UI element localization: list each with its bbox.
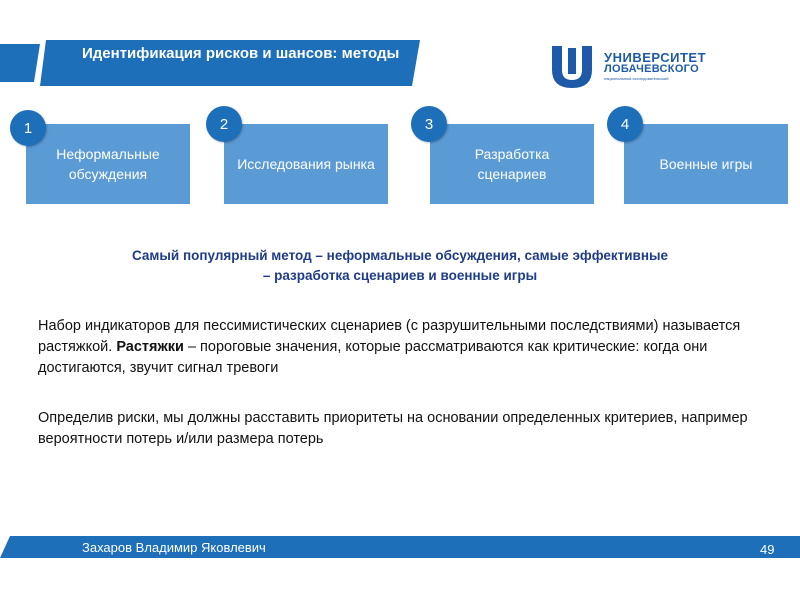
logo-line-3: национальный исследовательский [604, 76, 669, 81]
university-logo-icon [548, 44, 600, 90]
method-label: Неформальные обсуждения [56, 146, 160, 182]
method-card-2 [224, 124, 388, 204]
logo-line-1: УНИВЕРСИТЕТ [604, 50, 707, 65]
page-number: 49 [760, 542, 775, 557]
logo-line-2: ЛОБАЧЕВСКОГО [604, 63, 699, 75]
slide-title: Идентификация рисков и шансов: методы [82, 45, 400, 62]
method-number-badge: 2 [206, 106, 242, 142]
method-number-badge: 3 [411, 106, 447, 142]
method-label: Исследования рынка [237, 156, 375, 172]
paragraph-text: – пороговые значения, которые рассматриваются как критические: когда они достигаются, звучит сигнал тревоги [38, 339, 708, 376]
method-number-badge: 4 [607, 106, 643, 142]
method-card-3 [430, 124, 594, 204]
paragraph-priorities: Определив риски, мы должны расставить приоритеты на основании определенных критериев, например вероятности потерь и/или размера потерь [38, 410, 748, 447]
method-card-4 [624, 124, 788, 204]
method-number-badge: 1 [10, 110, 46, 146]
key-conclusion-line-2: – разработка сценариев и военные игры [262, 268, 538, 283]
method-label: Разработка сценариев [474, 146, 550, 182]
key-conclusion [30, 246, 770, 286]
paragraph-text: Набор индикаторов для пессимистических сценариев (с разрушительными последствиями) называется растяжкой. [38, 318, 741, 355]
paragraph-term: Растяжки [116, 339, 184, 355]
method-label: Военные игры [659, 156, 753, 172]
method-card-1 [26, 124, 190, 204]
key-conclusion-line-1: Самый популярный метод – неформальные обсуждения, самые эффективные [131, 248, 669, 263]
paragraph-tripwires [38, 316, 768, 379]
author-name: Захаров Владимир Яковлевич [82, 540, 266, 555]
